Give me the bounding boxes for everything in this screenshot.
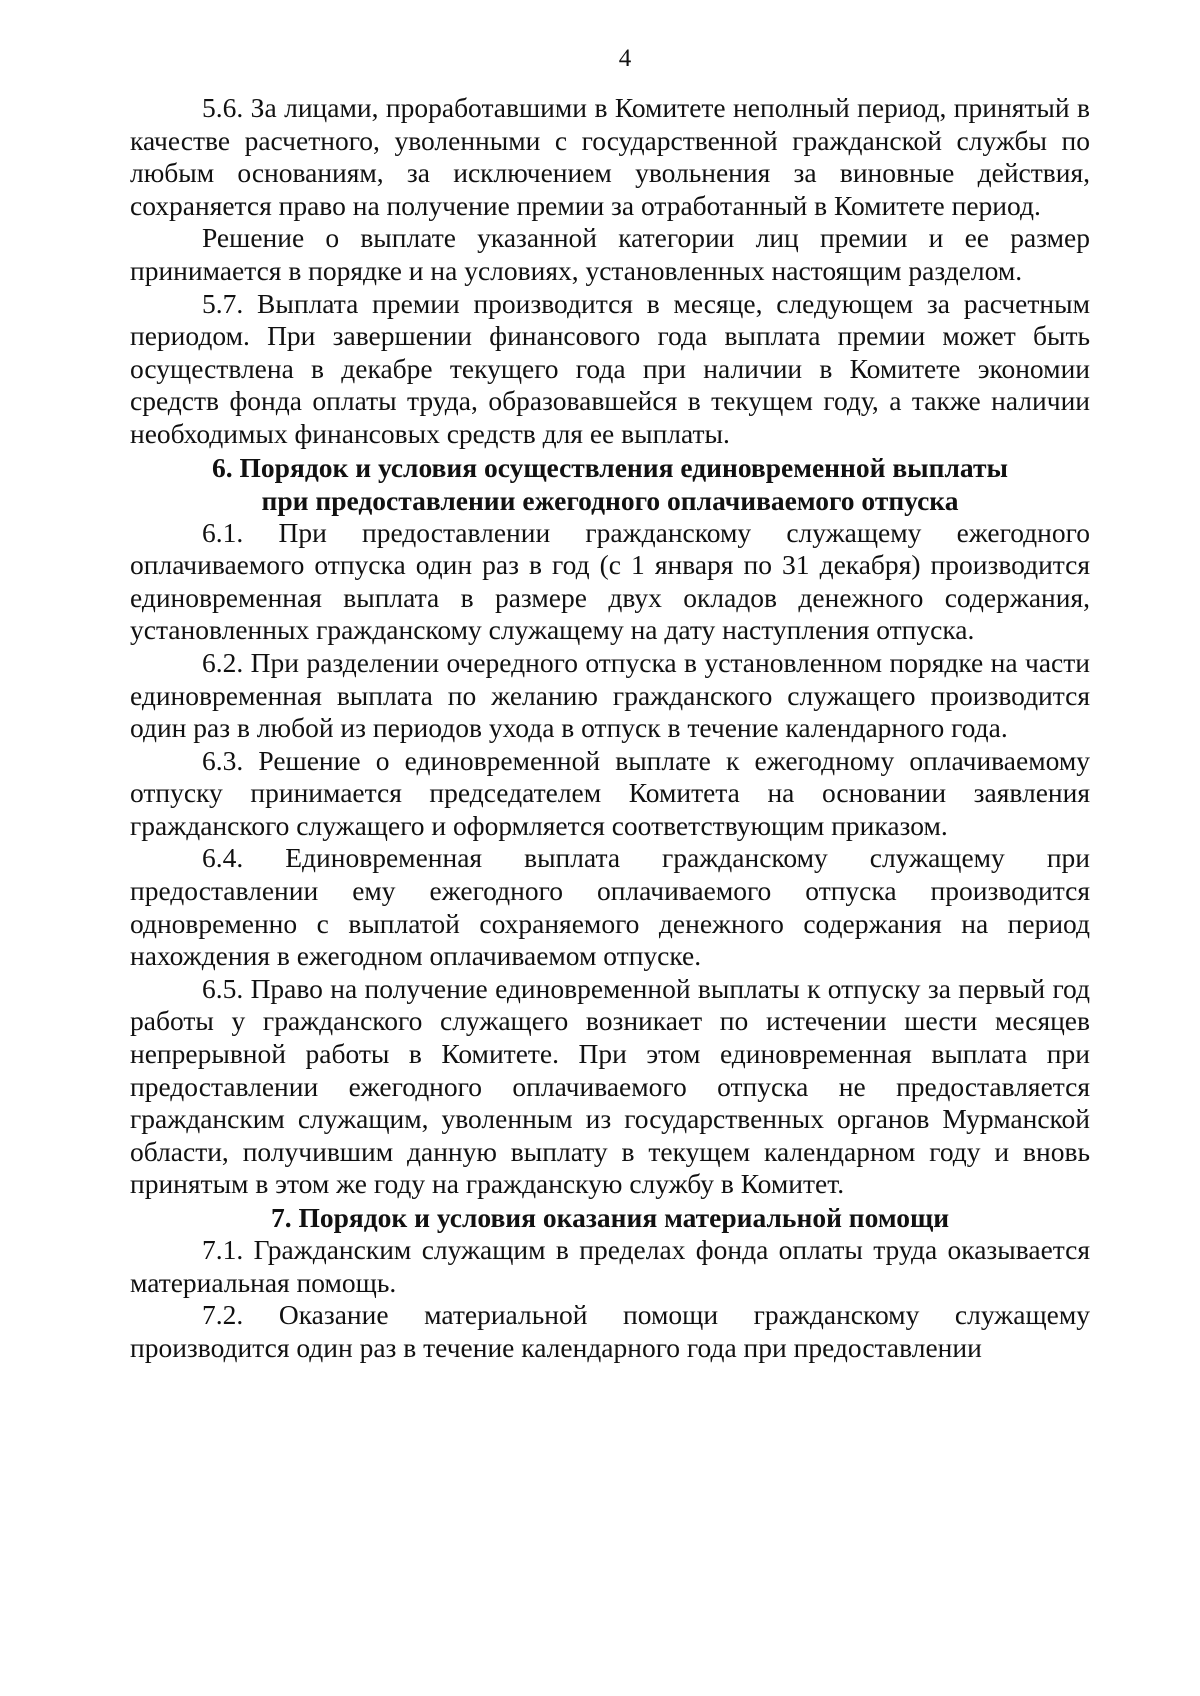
section-6-body — [130, 517, 1090, 1201]
paragraph-7-2: 7.2. Оказание материальной помощи гражданскому служащему производится один раз в течение календарного года при предоставлении — [130, 1299, 1090, 1363]
page-number: 4 — [618, 45, 632, 72]
paragraph-6-4: 6.4. Единовременная выплата гражданскому служащему при предоставлении ему ежегодного оплачиваемого отпуска производится одновременно с выплатой сохраняемого денежного содержания на период нахождения в ежегодном оплачиваемом отпуске. — [130, 842, 1090, 972]
paragraph-7-1: 7.1. Гражданским служащим в пределах фонда оплаты труда оказывается материальная помощь. — [130, 1234, 1090, 1298]
section-6-heading-line2: при предоставлении ежегодного оплачиваемого отпуска — [261, 484, 959, 516]
paragraph-5-6-decision: Решение о выплате указанной категории лиц премии и ее размер принимается в порядке и на условиях, установленных настоящим разделом. — [130, 222, 1090, 286]
paragraph-6-1: 6.1. При предоставлении гражданскому служащему ежегодного оплачиваемого отпуска один раз в год (с 1 января по 31 декабря) производится единовременная выплата в размере двух окладов денежного содержания, установленных гражданскому служащему на дату наступления отпуска. — [130, 516, 1090, 646]
paragraph-6-2: 6.2. При разделении очередного отпуска в установленном порядке на части единовременная выплата по желанию гражданского служащего производится один раз в любой из периодов ухода в отпуск в течение календарного года. — [130, 646, 1090, 744]
paragraph-6-5: 6.5. Право на получение единовременной выплаты к отпуску за первый год работы у гражданского служащего возникает по истечении шести месяцев непрерывной работы в Комитете. При этом единовременная выплата при предоставлении ежегодного оплачиваемого отпуска не предоставляется гражданским служащим, уволенным из государственных органов Мурманской области, получившим данную выплату в текущем календарном году и вновь принятым в этом же году на гражданскую службу в Комитет. — [130, 972, 1090, 1200]
paragraph-5-6: 5.6. За лицами, проработавшими в Комитете неполный период, принятый в качестве расчетного, уволенными с государственной гражданской службы по любым основаниям, за исключением увольнения за виновные действия, сохраняется право на получение премии за отработанный в Комитете период. — [130, 92, 1090, 221]
section-7-body — [130, 1234, 1090, 1364]
section-7-heading: 7. Порядок и условия оказания материальной помощи — [270, 1202, 950, 1233]
section-6-heading-line1: 6. Порядок и условия осуществления единовременной выплаты — [212, 451, 1008, 483]
section-5-continued — [130, 92, 1090, 451]
paragraph-6-3: 6.3. Решение о единовременной выплате к ежегодному оплачиваемому отпуску принимается председателем Комитета на основании заявления гражданского служащего и оформляется соответствующим приказом. — [130, 744, 1090, 841]
paragraph-5-7: 5.7. Выплата премии производится в месяце, следующем за расчетным периодом. При завершении финансового года выплата премии может быть осуществлена в декабре текущего года при наличии в Комитете экономии средств фонда оплаты труда, образовавшейся в текущем году, а также наличии необходимых финансовых средств для ее выплаты. — [130, 287, 1090, 449]
section-6-heading — [130, 451, 1090, 517]
